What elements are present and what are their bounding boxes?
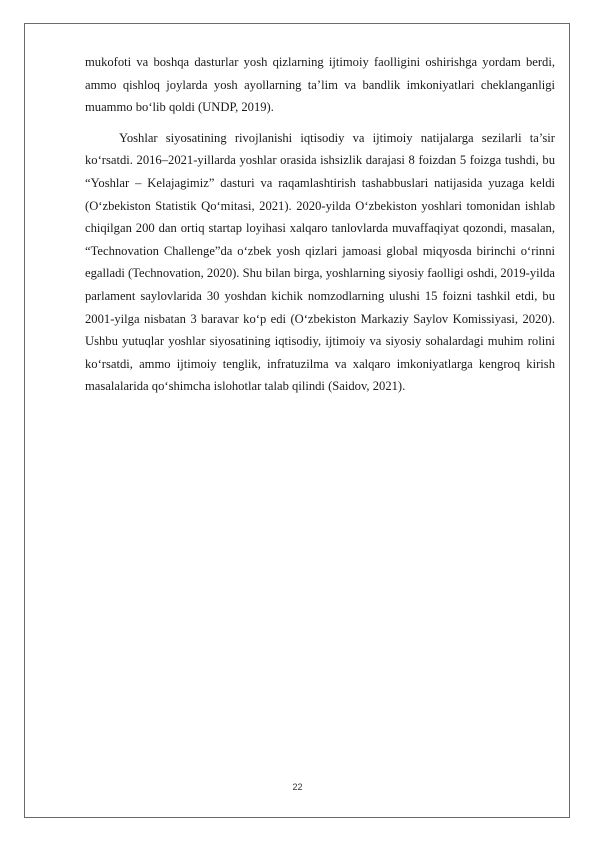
paragraph-youth-policy-results: Yoshlar siyosatining rivojlanishi iqtisodiy va ijtimoiy natijalarga sezilarli ta’sir ko‘rsatdi. 2016–2021-yillarda yoshlar orasida ishsizlik darajasi 8 foizdan 5 foizga tushdi, bu “Yoshlar – Kelajagimiz” dasturi va raqamlashtirish tashabbuslari natijasida yuzaga keldi (O‘zbekiston Statistik Qo‘mitasi, 2021). 2020-yilda O‘zbekiston yoshlari tomonidan ishlab chiqilgan 200 dan ortiq startap loyihasi xalqaro tanlovlarda muvaffaqiyat qozondi, masalan, “Technovation Challenge”da o‘zbek yosh qizlari jamoasi global miqyosda birinchi o‘rinni egalladi (Technovation, 2020). Shu bilan birga, yoshlarning siyosiy faolligi oshdi, 2019-yilda parlament saylovlarida 30 yoshdan kichik nomzodlarning ulushi 15 foizni tashkil etdi, bu 2001-yilga nisbatan 3 baravar ko‘p edi (O‘zbekiston Markaziy Saylov Komissiyasi, 2020). Ushbu yutuqlar yoshlar siyosatining iqtisodiy, ijtimoiy va siyosiy sohalardagi muhim rolini ko‘rsatdi, ammo ijtimoiy tenglik, infratuzilma va xalqaro imkoniyatlarga kengroq kirish masalalarida qo‘shimcha islohotlar talab qilindi (Saidov, 2021). [85,130,555,394]
page-body [85,51,555,398]
page-number: 22 [292,782,303,792]
paragraph-continuation: mukofoti va boshqa dasturlar yosh qizlarning ijtimoiy faolligini oshirishga yordam berdi, ammo qishloq joylarda yosh ayollarning ta’lim va bandlik imkoniyatlari cheklanganligi muammo bo‘lib qoldi (UNDP, 2019). [85,55,555,115]
